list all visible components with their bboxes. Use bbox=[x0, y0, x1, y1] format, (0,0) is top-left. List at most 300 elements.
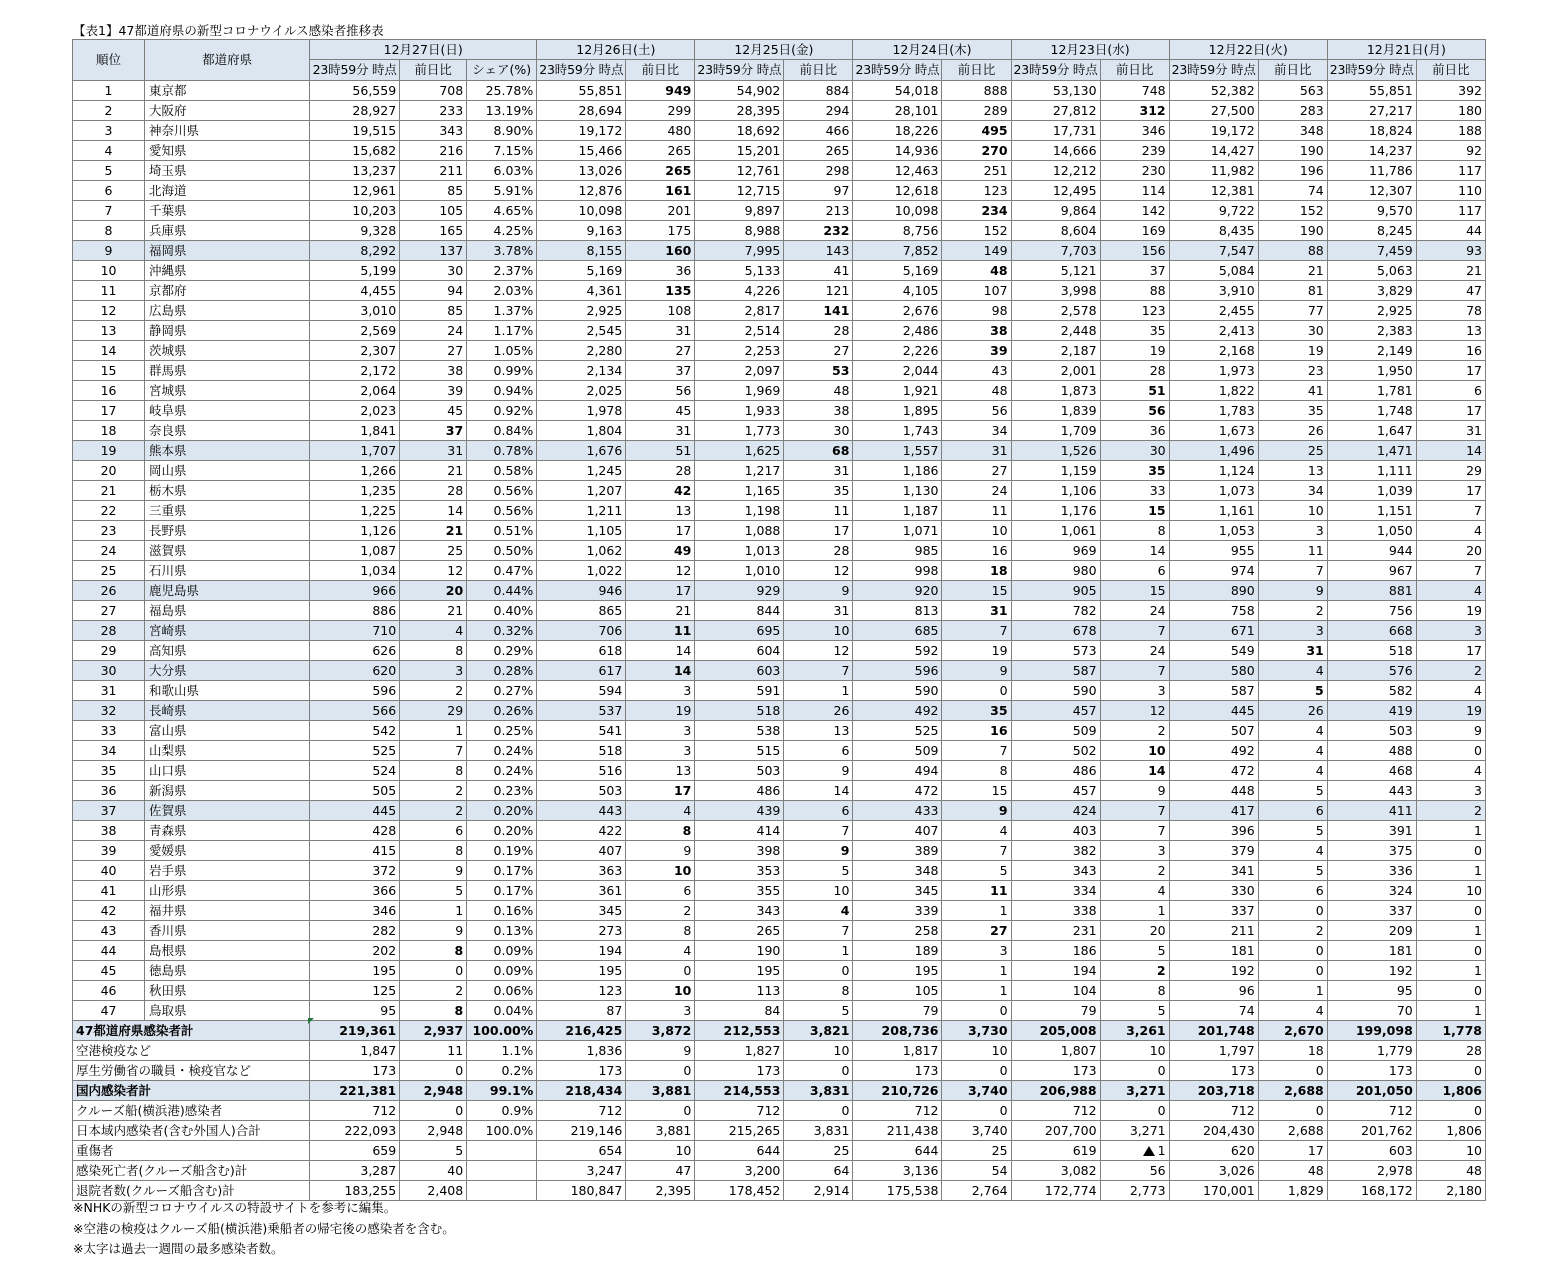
value-cell: 0 bbox=[1258, 1101, 1327, 1121]
pref-cell: 埼玉県 bbox=[145, 161, 310, 181]
value-cell: 1,159 bbox=[1011, 461, 1100, 481]
value-cell: 888 bbox=[942, 81, 1011, 101]
value-cell: 15 bbox=[1100, 581, 1169, 601]
value-cell: 113 bbox=[695, 981, 784, 1001]
value-cell: 3,247 bbox=[537, 1161, 626, 1181]
value-cell: 1,039 bbox=[1327, 481, 1416, 501]
value-cell: 107 bbox=[942, 281, 1011, 301]
rank-cell: 20 bbox=[73, 461, 145, 481]
value-cell: 3,740 bbox=[942, 1121, 1011, 1141]
value-cell: 4 bbox=[1416, 521, 1485, 541]
rank-cell: 9 bbox=[73, 241, 145, 261]
value-cell: 45 bbox=[400, 401, 467, 421]
value-cell: 53,130 bbox=[1011, 81, 1100, 101]
rank-cell: 32 bbox=[73, 701, 145, 721]
pref-cell: 東京都 bbox=[145, 81, 310, 101]
rank-cell: 6 bbox=[73, 181, 145, 201]
value-cell: 1 bbox=[1416, 821, 1485, 841]
value-cell: 2 bbox=[1416, 801, 1485, 821]
value-cell: 2 bbox=[1100, 961, 1169, 981]
pref-cell: 和歌山県 bbox=[145, 681, 310, 701]
pref-cell: 鳥取県 bbox=[145, 1001, 310, 1021]
value-cell: 1,161 bbox=[1169, 501, 1258, 521]
value-cell: 121 bbox=[784, 281, 853, 301]
value-cell: 5 bbox=[1258, 781, 1327, 801]
value-cell: 0 bbox=[1416, 741, 1485, 761]
value-cell: 6 bbox=[1258, 801, 1327, 821]
rank-cell: 41 bbox=[73, 881, 145, 901]
value-cell: 15,466 bbox=[537, 141, 626, 161]
date-header: 12月22日(火) bbox=[1169, 40, 1327, 60]
value-cell: 389 bbox=[853, 841, 942, 861]
value-cell: 201,748 bbox=[1169, 1021, 1258, 1041]
pref-cell: 高知県 bbox=[145, 641, 310, 661]
time-header: 23時59分 時点 bbox=[310, 60, 400, 81]
value-cell: 173 bbox=[695, 1061, 784, 1081]
value-cell: 494 bbox=[853, 761, 942, 781]
value-cell: 10 bbox=[1416, 1141, 1485, 1161]
value-cell: 173 bbox=[1327, 1061, 1416, 1081]
value-cell: 0.56% bbox=[467, 501, 537, 521]
value-cell: 1,087 bbox=[310, 541, 400, 561]
value-cell: 149 bbox=[942, 241, 1011, 261]
value-cell: 9,570 bbox=[1327, 201, 1416, 221]
value-cell: 10 bbox=[1416, 881, 1485, 901]
value-cell: 3 bbox=[626, 741, 695, 761]
value-cell: 654 bbox=[537, 1141, 626, 1161]
table-row bbox=[73, 101, 1486, 121]
table-row bbox=[73, 921, 1486, 941]
pref-cell: 静岡県 bbox=[145, 321, 310, 341]
value-cell: 26 bbox=[1258, 421, 1327, 441]
table-row bbox=[73, 421, 1486, 441]
value-cell: 6 bbox=[1416, 381, 1485, 401]
value-cell: 42 bbox=[626, 481, 695, 501]
value-cell: 27 bbox=[400, 341, 467, 361]
value-cell: 18,692 bbox=[695, 121, 784, 141]
value-cell: 55,851 bbox=[537, 81, 626, 101]
value-cell: 44 bbox=[1416, 221, 1485, 241]
value-cell: 19 bbox=[626, 701, 695, 721]
value-cell: 79 bbox=[1011, 1001, 1100, 1021]
value-cell bbox=[467, 1141, 537, 1161]
value-cell: 194 bbox=[537, 941, 626, 961]
date-header: 12月21日(月) bbox=[1327, 40, 1485, 60]
value-cell: 10 bbox=[626, 1141, 695, 1161]
value-cell: 36 bbox=[626, 261, 695, 281]
value-cell: 1,827 bbox=[695, 1041, 784, 1061]
value-cell: 14,666 bbox=[1011, 141, 1100, 161]
triangle-icon bbox=[1143, 1146, 1155, 1156]
value-cell: 2,134 bbox=[537, 361, 626, 381]
value-cell: 17 bbox=[1416, 401, 1485, 421]
value-cell: 7 bbox=[784, 921, 853, 941]
value-cell: 929 bbox=[695, 581, 784, 601]
value-cell: 30 bbox=[1100, 441, 1169, 461]
value-cell: 2 bbox=[400, 681, 467, 701]
value-cell: 433 bbox=[853, 801, 942, 821]
summary-row bbox=[73, 1101, 1486, 1121]
value-cell: 15,682 bbox=[310, 141, 400, 161]
value-cell: 2,395 bbox=[626, 1181, 695, 1201]
value-cell: 6 bbox=[784, 801, 853, 821]
value-cell: 0 bbox=[784, 961, 853, 981]
value-cell: 492 bbox=[1169, 741, 1258, 761]
value-cell: 3,881 bbox=[626, 1081, 695, 1101]
value-cell: 137 bbox=[400, 241, 467, 261]
value-cell: 1.1% bbox=[467, 1041, 537, 1061]
value-cell: 0.47% bbox=[467, 561, 537, 581]
value-cell: 54 bbox=[942, 1161, 1011, 1181]
value-cell: 9 bbox=[784, 841, 853, 861]
value-cell: 27 bbox=[942, 461, 1011, 481]
summary-label: 退院者数(クルーズ船含む)計 bbox=[73, 1181, 310, 1201]
value-cell: 4 bbox=[1416, 581, 1485, 601]
value-cell: 525 bbox=[853, 721, 942, 741]
pref-cell: 大分県 bbox=[145, 661, 310, 681]
value-cell: 1,526 bbox=[1011, 441, 1100, 461]
value-cell: 270 bbox=[942, 141, 1011, 161]
table-row bbox=[73, 321, 1486, 341]
value-cell: 844 bbox=[695, 601, 784, 621]
rank-cell: 15 bbox=[73, 361, 145, 381]
value-cell: 8 bbox=[942, 761, 1011, 781]
value-cell: 54,018 bbox=[853, 81, 942, 101]
value-cell: 391 bbox=[1327, 821, 1416, 841]
value-cell: 168,172 bbox=[1327, 1181, 1416, 1201]
value-cell: 1,266 bbox=[310, 461, 400, 481]
value-cell: 5,121 bbox=[1011, 261, 1100, 281]
value-cell: 11,982 bbox=[1169, 161, 1258, 181]
value-cell: 28,927 bbox=[310, 101, 400, 121]
value-cell: 49 bbox=[626, 541, 695, 561]
value-cell: 110 bbox=[1416, 181, 1485, 201]
value-cell: 2,168 bbox=[1169, 341, 1258, 361]
value-cell: 407 bbox=[853, 821, 942, 841]
value-cell: 8,604 bbox=[1011, 221, 1100, 241]
value-cell: 7 bbox=[942, 741, 1011, 761]
pref-cell: 奈良県 bbox=[145, 421, 310, 441]
rank-cell: 44 bbox=[73, 941, 145, 961]
pref-cell: 山梨県 bbox=[145, 741, 310, 761]
table-row bbox=[73, 781, 1486, 801]
value-cell: 8 bbox=[400, 1001, 467, 1021]
value-cell: 2,569 bbox=[310, 321, 400, 341]
value-cell: 178,452 bbox=[695, 1181, 784, 1201]
value-cell: 3,271 bbox=[1100, 1081, 1169, 1101]
value-cell: 596 bbox=[310, 681, 400, 701]
footnote: ※NHKの新型コロナウイルスの特設サイトを参考に編集。 bbox=[73, 1200, 397, 1215]
value-cell: 19,515 bbox=[310, 121, 400, 141]
value-cell: 298 bbox=[784, 161, 853, 181]
value-cell: 346 bbox=[310, 901, 400, 921]
value-cell: 2,925 bbox=[537, 301, 626, 321]
value-cell: 34 bbox=[942, 421, 1011, 441]
value-cell: 27 bbox=[626, 341, 695, 361]
value-cell: 3 bbox=[1416, 781, 1485, 801]
value-cell: 56,559 bbox=[310, 81, 400, 101]
value-cell: 1,061 bbox=[1011, 521, 1100, 541]
value-cell: 644 bbox=[695, 1141, 784, 1161]
value-cell: 5,084 bbox=[1169, 261, 1258, 281]
value-cell: 9 bbox=[1100, 781, 1169, 801]
pref-cell: 京都府 bbox=[145, 281, 310, 301]
value-cell: 165 bbox=[400, 221, 467, 241]
value-cell: 518 bbox=[1327, 641, 1416, 661]
value-cell: 100.00% bbox=[467, 1021, 537, 1041]
value-cell: 175 bbox=[626, 221, 695, 241]
value-cell: 644 bbox=[853, 1141, 942, 1161]
value-cell: 1,806 bbox=[1416, 1081, 1485, 1101]
value-cell: 5 bbox=[942, 861, 1011, 881]
value-cell: 1,225 bbox=[310, 501, 400, 521]
value-cell: 2,670 bbox=[1258, 1021, 1327, 1041]
value-cell: 1,053 bbox=[1169, 521, 1258, 541]
value-cell: 41 bbox=[784, 261, 853, 281]
value-cell: 324 bbox=[1327, 881, 1416, 901]
value-cell: 30 bbox=[400, 261, 467, 281]
table-row bbox=[73, 841, 1486, 861]
value-cell: 1,211 bbox=[537, 501, 626, 521]
rank-cell: 12 bbox=[73, 301, 145, 321]
value-cell: 396 bbox=[1169, 821, 1258, 841]
summary-label: 空港検疫など bbox=[73, 1041, 310, 1061]
value-cell: 3,872 bbox=[626, 1021, 695, 1041]
table-row bbox=[73, 961, 1486, 981]
value-cell: 35 bbox=[942, 701, 1011, 721]
value-cell: 9,722 bbox=[1169, 201, 1258, 221]
value-cell: 180 bbox=[1416, 101, 1485, 121]
value-cell: 10 bbox=[784, 1041, 853, 1061]
table-row bbox=[73, 881, 1486, 901]
value-cell: 345 bbox=[537, 901, 626, 921]
value-cell: 1,921 bbox=[853, 381, 942, 401]
pref-cell: 島根県 bbox=[145, 941, 310, 961]
value-cell: 11,786 bbox=[1327, 161, 1416, 181]
rank-header: 順位 bbox=[73, 40, 145, 81]
value-cell: 117 bbox=[1416, 161, 1485, 181]
value-cell: 0.26% bbox=[467, 701, 537, 721]
value-cell: 0.92% bbox=[467, 401, 537, 421]
value-cell: 54,902 bbox=[695, 81, 784, 101]
value-cell: 1,207 bbox=[537, 481, 626, 501]
value-cell: 3,287 bbox=[310, 1161, 400, 1181]
date-header: 12月24日(木) bbox=[853, 40, 1011, 60]
value-cell: 12 bbox=[400, 561, 467, 581]
value-cell: 417 bbox=[1169, 801, 1258, 821]
value-cell: 1 bbox=[1416, 961, 1485, 981]
value-cell: 265 bbox=[626, 161, 695, 181]
value-cell: 19,172 bbox=[537, 121, 626, 141]
value-cell: 312 bbox=[1100, 101, 1169, 121]
value-cell: 541 bbox=[537, 721, 626, 741]
table-row bbox=[73, 281, 1486, 301]
table-row bbox=[73, 581, 1486, 601]
value-cell: 1,050 bbox=[1327, 521, 1416, 541]
value-cell: 4 bbox=[1416, 681, 1485, 701]
value-cell: 41 bbox=[1258, 381, 1327, 401]
summary-label: クルーズ船(横浜港)感染者 bbox=[73, 1101, 310, 1121]
rank-cell: 39 bbox=[73, 841, 145, 861]
rank-cell: 13 bbox=[73, 321, 145, 341]
value-cell: 2,578 bbox=[1011, 301, 1100, 321]
value-cell: 0.25% bbox=[467, 721, 537, 741]
value-cell: 5 bbox=[1100, 941, 1169, 961]
value-cell: 35 bbox=[784, 481, 853, 501]
value-cell: 9 bbox=[626, 841, 695, 861]
pref-cell: 石川県 bbox=[145, 561, 310, 581]
value-cell: 339 bbox=[853, 901, 942, 921]
value-cell: 160 bbox=[626, 241, 695, 261]
value-cell: 4 bbox=[400, 621, 467, 641]
value-cell: 114 bbox=[1100, 181, 1169, 201]
value-cell: 0.84% bbox=[467, 421, 537, 441]
value-cell: 0.17% bbox=[467, 881, 537, 901]
rank-cell: 23 bbox=[73, 521, 145, 541]
value-cell: 379 bbox=[1169, 841, 1258, 861]
value-cell: 31 bbox=[1416, 421, 1485, 441]
share-header: シェア(%) bbox=[467, 60, 537, 81]
value-cell: 4 bbox=[626, 941, 695, 961]
value-cell: 1,088 bbox=[695, 521, 784, 541]
value-cell: 2,097 bbox=[695, 361, 784, 381]
value-cell: 14 bbox=[1416, 441, 1485, 461]
table-row bbox=[73, 821, 1486, 841]
value-cell: 1.37% bbox=[467, 301, 537, 321]
value-cell: 13,026 bbox=[537, 161, 626, 181]
value-cell: 782 bbox=[1011, 601, 1100, 621]
summary-label: 厚生労働省の職員・検疫官など bbox=[73, 1061, 310, 1081]
value-cell: 2 bbox=[1258, 921, 1327, 941]
value-cell: 587 bbox=[1011, 661, 1100, 681]
pref-cell: 鹿児島県 bbox=[145, 581, 310, 601]
value-cell: 28,395 bbox=[695, 101, 784, 121]
value-cell: 2 bbox=[1100, 721, 1169, 741]
value-cell: 108 bbox=[626, 301, 695, 321]
table-row bbox=[73, 361, 1486, 381]
value-cell: 173 bbox=[310, 1061, 400, 1081]
value-cell: 258 bbox=[853, 921, 942, 941]
value-cell: 222,093 bbox=[310, 1121, 400, 1141]
value-cell: 17,731 bbox=[1011, 121, 1100, 141]
value-cell: 1,071 bbox=[853, 521, 942, 541]
value-cell: 1,217 bbox=[695, 461, 784, 481]
time-header: 23時59分 時点 bbox=[695, 60, 784, 81]
summary-row bbox=[73, 1041, 1486, 1061]
value-cell: 0.32% bbox=[467, 621, 537, 641]
value-cell: 23 bbox=[1258, 361, 1327, 381]
table-row bbox=[73, 301, 1486, 321]
value-cell: 135 bbox=[626, 281, 695, 301]
value-cell: 0.78% bbox=[467, 441, 537, 461]
value-cell: 0.20% bbox=[467, 821, 537, 841]
value-cell: 95 bbox=[1327, 981, 1416, 1001]
value-cell: 26 bbox=[784, 701, 853, 721]
value-cell: 3,740 bbox=[942, 1081, 1011, 1101]
value-cell: 0.09% bbox=[467, 941, 537, 961]
value-cell: 2 bbox=[1258, 601, 1327, 621]
value-cell: 538 bbox=[695, 721, 784, 741]
value-cell: 186 bbox=[1011, 941, 1100, 961]
value-cell: 95 bbox=[310, 1001, 400, 1021]
value-cell: 1,471 bbox=[1327, 441, 1416, 461]
value-cell: 201 bbox=[626, 201, 695, 221]
value-cell: 712 bbox=[1327, 1101, 1416, 1121]
value-cell: 1,779 bbox=[1327, 1041, 1416, 1061]
value-cell: 343 bbox=[1011, 861, 1100, 881]
value-cell: 12,463 bbox=[853, 161, 942, 181]
value-cell: 37 bbox=[1100, 261, 1169, 281]
value-cell: 92 bbox=[1416, 141, 1485, 161]
value-cell: 1 bbox=[784, 941, 853, 961]
table-row bbox=[73, 981, 1486, 1001]
value-cell: 2,773 bbox=[1100, 1181, 1169, 1201]
value-cell: 28 bbox=[784, 321, 853, 341]
value-cell: 9,864 bbox=[1011, 201, 1100, 221]
value-cell: 18 bbox=[942, 561, 1011, 581]
value-cell: 10 bbox=[1100, 1041, 1169, 1061]
pref-cell: 長崎県 bbox=[145, 701, 310, 721]
value-cell: 7,703 bbox=[1011, 241, 1100, 261]
value-cell: 104 bbox=[1011, 981, 1100, 1001]
value-cell: 216 bbox=[400, 141, 467, 161]
value-cell: 21 bbox=[400, 521, 467, 541]
value-cell: 2,676 bbox=[853, 301, 942, 321]
value-cell: 0.51% bbox=[467, 521, 537, 541]
value-cell: 4 bbox=[1258, 661, 1327, 681]
value-cell: 28 bbox=[1100, 361, 1169, 381]
value-cell: 194 bbox=[1011, 961, 1100, 981]
value-cell: 411 bbox=[1327, 801, 1416, 821]
value-cell: 10,098 bbox=[853, 201, 942, 221]
value-cell: 0.40% bbox=[467, 601, 537, 621]
value-cell: 56 bbox=[942, 401, 1011, 421]
value-cell: 905 bbox=[1011, 581, 1100, 601]
summary-row bbox=[73, 1081, 1486, 1101]
pref-cell: 岩手県 bbox=[145, 861, 310, 881]
value-cell: 967 bbox=[1327, 561, 1416, 581]
table-row bbox=[73, 621, 1486, 641]
rank-cell: 25 bbox=[73, 561, 145, 581]
value-cell: 5,199 bbox=[310, 261, 400, 281]
time-header: 23時59分 時点 bbox=[537, 60, 626, 81]
value-cell: 542 bbox=[310, 721, 400, 741]
value-cell: 299 bbox=[626, 101, 695, 121]
table-row bbox=[73, 721, 1486, 741]
value-cell: 10 bbox=[626, 981, 695, 1001]
value-cell: 7 bbox=[784, 661, 853, 681]
pref-cell: 滋賀県 bbox=[145, 541, 310, 561]
value-cell: 13 bbox=[1258, 461, 1327, 481]
value-cell: 0 bbox=[1258, 901, 1327, 921]
value-cell: 209 bbox=[1327, 921, 1416, 941]
value-cell: 8 bbox=[784, 981, 853, 1001]
value-cell: 1,676 bbox=[537, 441, 626, 461]
value-cell: 9,328 bbox=[310, 221, 400, 241]
value-cell: 173 bbox=[537, 1061, 626, 1081]
value-cell: 503 bbox=[695, 761, 784, 781]
value-cell: 201,762 bbox=[1327, 1121, 1416, 1141]
table-row bbox=[73, 861, 1486, 881]
time-header: 23時59分 時点 bbox=[853, 60, 942, 81]
value-cell: 0.44% bbox=[467, 581, 537, 601]
value-cell: 31 bbox=[400, 441, 467, 461]
value-cell: 231 bbox=[1011, 921, 1100, 941]
value-cell: 1,778 bbox=[1416, 1021, 1485, 1041]
value-cell: 123 bbox=[1100, 301, 1169, 321]
rank-cell: 34 bbox=[73, 741, 145, 761]
value-cell: 2,001 bbox=[1011, 361, 1100, 381]
